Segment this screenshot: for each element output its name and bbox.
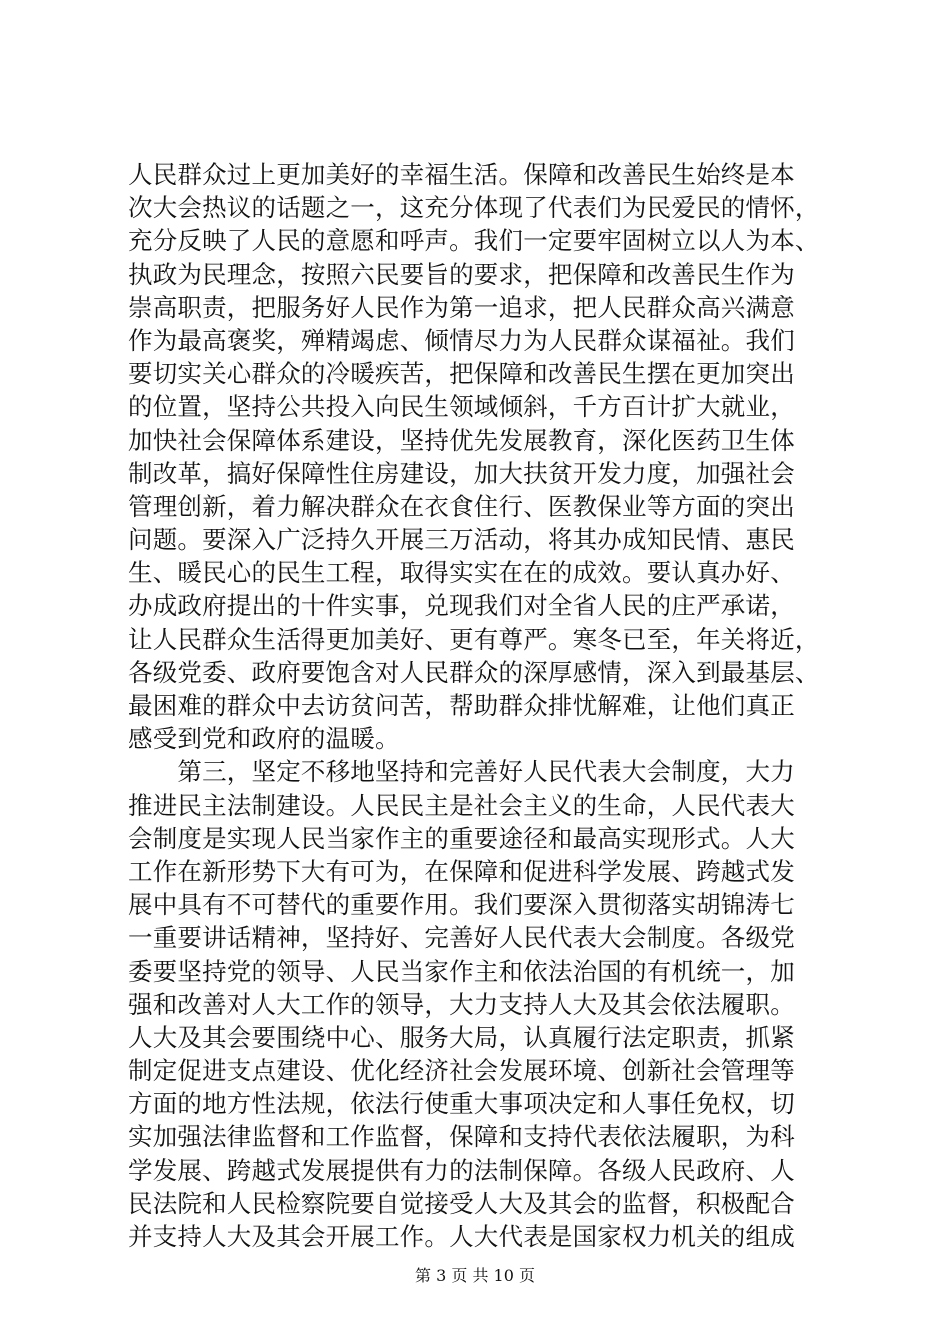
- text-line: 让人民群众生活得更加美好、更有尊严。寒冬已至，年关将近，: [128, 624, 820, 654]
- text-line: 管理创新，着力解决群众在衣食住行、医教保业等方面的突出: [128, 491, 795, 521]
- text-line: 各级党委、政府要饱含对人民群众的深厚感情，深入到最基层、: [128, 657, 820, 687]
- text-line: 感受到党和政府的温暖。: [128, 724, 400, 754]
- text-line: 充分反映了人民的意愿和呼声。我们一定要牢固树立以人为本、: [128, 226, 820, 256]
- text-line: 制改革，搞好保障性住房建设，加大扶贫开发力度，加强社会: [128, 458, 795, 488]
- text-line: 展中具有不可替代的重要作用。我们要深入贯彻落实胡锦涛七: [128, 890, 795, 920]
- text-line: 工作在新形势下大有可为，在保障和促进科学发展、跨越式发: [128, 856, 795, 886]
- text-line: 执政为民理念，按照六民要旨的要求，把保障和改善民生作为: [128, 259, 795, 289]
- text-line: 强和改善对人大工作的领导，大力支持人大及其会依法履职。: [128, 989, 795, 1019]
- text-line: 的位置，坚持公共投入向民生领域倾斜，千方百计扩大就业，: [128, 392, 795, 422]
- text-line: 生、暖民心的民生工程，取得实实在在的成效。要认真办好、: [128, 558, 795, 588]
- text-line: 制定促进支点建设、优化经济社会发展环境、创新社会管理等: [128, 1056, 795, 1086]
- text-line: 要切实关心群众的冷暖疾苦，把保障和改善民生摆在更加突出: [128, 359, 795, 389]
- text-line: 会制度是实现人民当家作主的重要途径和最高实现形式。人大: [128, 823, 795, 853]
- text-line: 问题。要深入广泛持久开展三万活动，将其办成知民情、惠民: [128, 525, 795, 555]
- text-line: 方面的地方性法规，依法行使重大事项决定和人事任免权，切: [128, 1089, 795, 1119]
- text-line: 人大及其会要围绕中心、服务大局，认真履行法定职责，抓紧: [128, 1022, 795, 1052]
- text-line: 推进民主法制建设。人民民主是社会主义的生命，人民代表大: [128, 790, 795, 820]
- body-text: [128, 158, 832, 1253]
- text-line: 实加强法律监督和工作监督，保障和支持代表依法履职，为科: [128, 1122, 795, 1152]
- text-line: 加快社会保障体系建设，坚持优先发展教育，深化医药卫生体: [128, 425, 795, 455]
- text-line: 一重要讲话精神，坚持好、完善好人民代表大会制度。各级党: [128, 923, 795, 953]
- text-line: 人民群众过上更加美好的幸福生活。保障和改善民生始终是本: [128, 160, 795, 189]
- page-footer: 第 3 页 共 10 页: [415, 1266, 535, 1285]
- text-line: 作为最高褒奖，殚精竭虑、倾情尽力为人民群众谋福祉。我们: [128, 325, 795, 355]
- text-line: 办成政府提出的十件实事，兑现我们对全省人民的庄严承诺，: [128, 591, 795, 621]
- text-line: 学发展、跨越式发展提供有力的法制保障。各级人民政府、人: [128, 1155, 795, 1185]
- text-line: 最困难的群众中去访贫问苦，帮助群众排忧解难，让他们真正: [128, 691, 795, 720]
- text-line: 崇高职责，把服务好人民作为第一追求，把人民群众高兴满意: [128, 292, 795, 322]
- text-line: 第三，坚定不移地坚持和完善好人民代表大会制度，大力: [128, 757, 795, 787]
- text-line: 次大会热议的话题之一，这充分体现了代表们为民爱民的情怀，: [128, 193, 820, 223]
- text-line: 并支持人大及其会开展工作。人大代表是国家权力机关的组成: [128, 1222, 795, 1251]
- text-line: 民法院和人民检察院要自觉接受人大及其会的监督，积极配合: [128, 1188, 795, 1218]
- text-line: 委要坚持党的领导、人民当家作主和依法治国的有机统一，加: [128, 956, 795, 986]
